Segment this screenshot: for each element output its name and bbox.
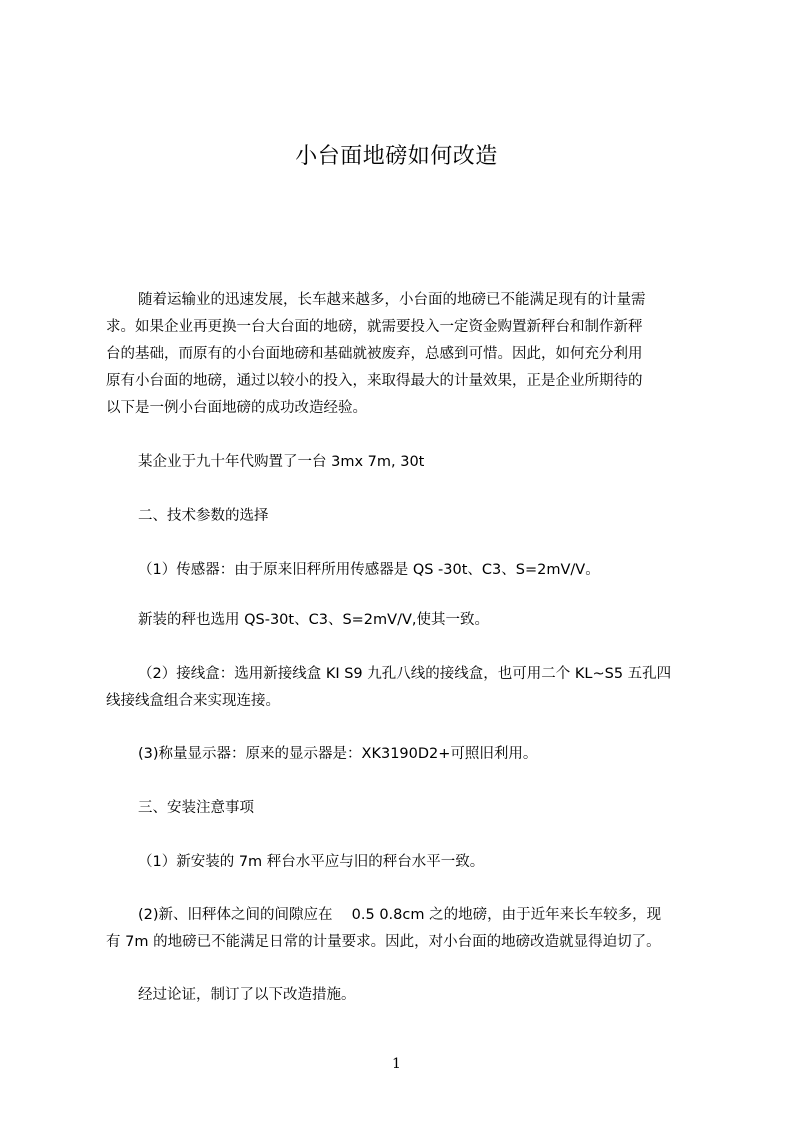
purchase-line: 某企业于九十年代购置了一台 3mx 7m, 30t <box>138 454 425 470</box>
sensor-new-paragraph <box>106 607 700 634</box>
intro-line: 随着运输业的迅速发展，长车越来越多，小台面的地磅已不能满足现有的计量需 <box>138 292 646 308</box>
install-paragraph-1 <box>106 849 700 876</box>
install-line: (2)新、旧秤体之间的间隙应在 0.5 0.8cm 之的地磅，由于近年来长车较多，现 <box>138 907 662 923</box>
sensor-new-line: 新装的秤也选用 QS-30t、C3、S=2mV/V,使其一致。 <box>138 612 489 628</box>
display-paragraph <box>106 741 700 768</box>
purchase-paragraph <box>106 449 700 476</box>
junction-paragraph <box>106 661 700 715</box>
section-heading-3 <box>106 795 700 822</box>
closing-line: 经过论证，制订了以下改造措施。 <box>138 987 356 1003</box>
install-line: 有 7m 的地磅已不能满足日常的计量要求。因此，对小台面的地磅改造就显得迫切了。 <box>106 934 661 950</box>
section-heading-text: 二、技术参数的选择 <box>138 508 269 524</box>
sensor-line: （1）传感器：由于原来旧秤所用传感器是 QS -30t、C3、S=2mV/V。 <box>138 562 600 578</box>
page-number: 1 <box>392 1056 401 1072</box>
intro-line: 原有小台面的地磅，通过以较小的投入，来取得最大的计量效果，正是企业所期待的 <box>106 373 643 389</box>
intro-paragraph <box>106 287 700 422</box>
install-line: （1）新安装的 7m 秤台水平应与旧的秤台水平一致。 <box>138 854 485 870</box>
junction-line: （2）接线盒：选用新接线盒 KI S9 九孔八线的接线盒，也可用二个 KL~S5 五孔四 <box>138 666 672 682</box>
section-heading-2 <box>106 503 700 530</box>
closing-paragraph <box>106 982 700 1009</box>
sensor-paragraph <box>106 557 700 584</box>
install-paragraph-2 <box>106 902 700 956</box>
intro-line: 求。如果企业再更换一台大台面的地磅，就需要投入一定资金购置新秤台和制作新秤 <box>106 319 643 335</box>
display-line: (3)称量显示器：原来的显示器是：XK3190D2+可照旧利用。 <box>138 746 538 762</box>
page-title: 小台面地磅如何改造 <box>295 144 498 169</box>
intro-line: 以下是一例小台面地磅的成功改造经验。 <box>106 400 367 416</box>
section-heading-text: 三、安装注意事项 <box>138 800 254 816</box>
intro-line: 台的基础，而原有的小台面地磅和基础就被废弃，总感到可惜。因此，如何充分利用 <box>106 346 643 362</box>
junction-line: 线接线盒组合来实现连接。 <box>106 693 280 709</box>
